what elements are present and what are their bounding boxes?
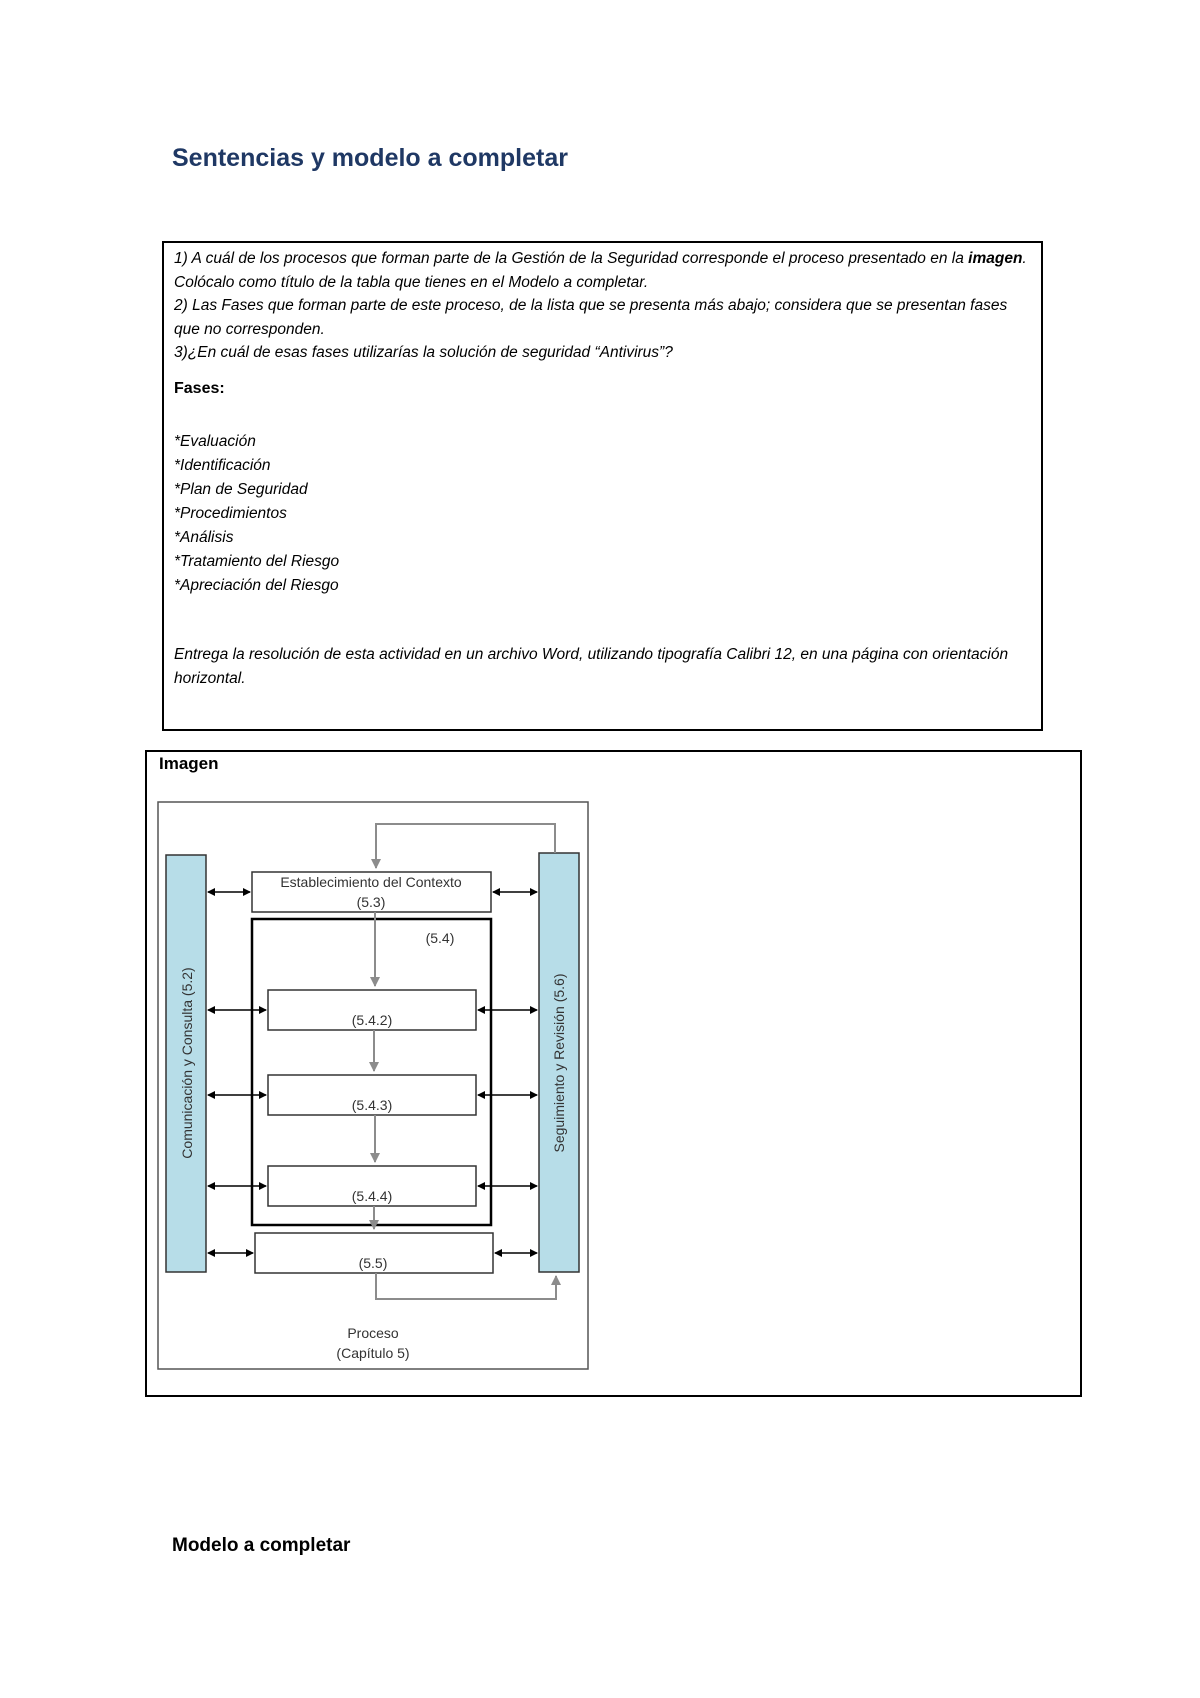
question-1 xyxy=(174,247,1034,294)
phase-item: *Procedimientos xyxy=(174,505,287,522)
phase-item: *Evaluación xyxy=(174,433,256,450)
left-bar-label: Comunicación y Consulta (5.2) xyxy=(179,967,195,1159)
phase-item: *Tratamiento del Riesgo xyxy=(174,553,340,570)
question-1-text-end: . Colócalo como título de la tabla que tienes en el Modelo a completar. xyxy=(174,250,1027,291)
question-1-text: 1) A cuál de los procesos que forman parte de la Gestión de la Seguridad corresponde el proceso presentado en la xyxy=(174,250,964,267)
step-box xyxy=(268,1166,476,1206)
context-box-title: Establecimiento del Contexto xyxy=(280,874,462,890)
context-box xyxy=(252,872,491,912)
question-3: 3)¿En cuál de esas fases utilizarías la solución de seguridad “Antivirus”? xyxy=(174,344,673,361)
phase-item: *Identificación xyxy=(174,457,271,474)
image-label: Imagen xyxy=(159,754,219,773)
step-box xyxy=(268,1075,476,1115)
phases-heading: Fases: xyxy=(174,380,225,397)
treatment-box-code: (5.5) xyxy=(358,1255,388,1271)
step-box-code: (5.4.2) xyxy=(351,1012,393,1028)
caption-line-2: (Capítulo 5) xyxy=(336,1345,410,1361)
step-box-code: (5.4.4) xyxy=(351,1188,393,1204)
page-title: Sentencias y modelo a completar xyxy=(172,144,568,172)
phase-list xyxy=(174,430,339,598)
delivery-note: Entrega la resolución de esta actividad en un archivo Word, utilizando tipografía Calibri 12, en una página con orientación horizontal. xyxy=(174,646,1009,687)
model-title: Modelo a completar xyxy=(172,1535,351,1556)
process-diagram xyxy=(157,801,589,1370)
phase-item: *Apreciación del Riesgo xyxy=(174,577,339,594)
assessment-group-label: (5.4) xyxy=(425,930,455,946)
phase-item: *Análisis xyxy=(174,529,234,546)
question-2: 2) Las Fases que forman parte de este proceso, de la lista que se presenta más abajo; considera que se presentan fases que no corresponden. xyxy=(174,297,1008,338)
question-1-bold: imagen xyxy=(968,250,1023,267)
step-box-code: (5.4.3) xyxy=(351,1097,393,1113)
treatment-box xyxy=(255,1233,493,1273)
left-bar xyxy=(166,855,206,1272)
right-bar-label: Seguimiento y Revisión (5.6) xyxy=(551,973,567,1153)
context-box-code: (5.3) xyxy=(356,894,386,910)
questions xyxy=(174,247,1034,365)
caption-line-1: Proceso xyxy=(347,1325,399,1341)
step-box xyxy=(268,990,476,1030)
right-bar xyxy=(539,853,579,1272)
phase-item: *Plan de Seguridad xyxy=(174,481,308,498)
instructions-box xyxy=(162,241,1043,731)
